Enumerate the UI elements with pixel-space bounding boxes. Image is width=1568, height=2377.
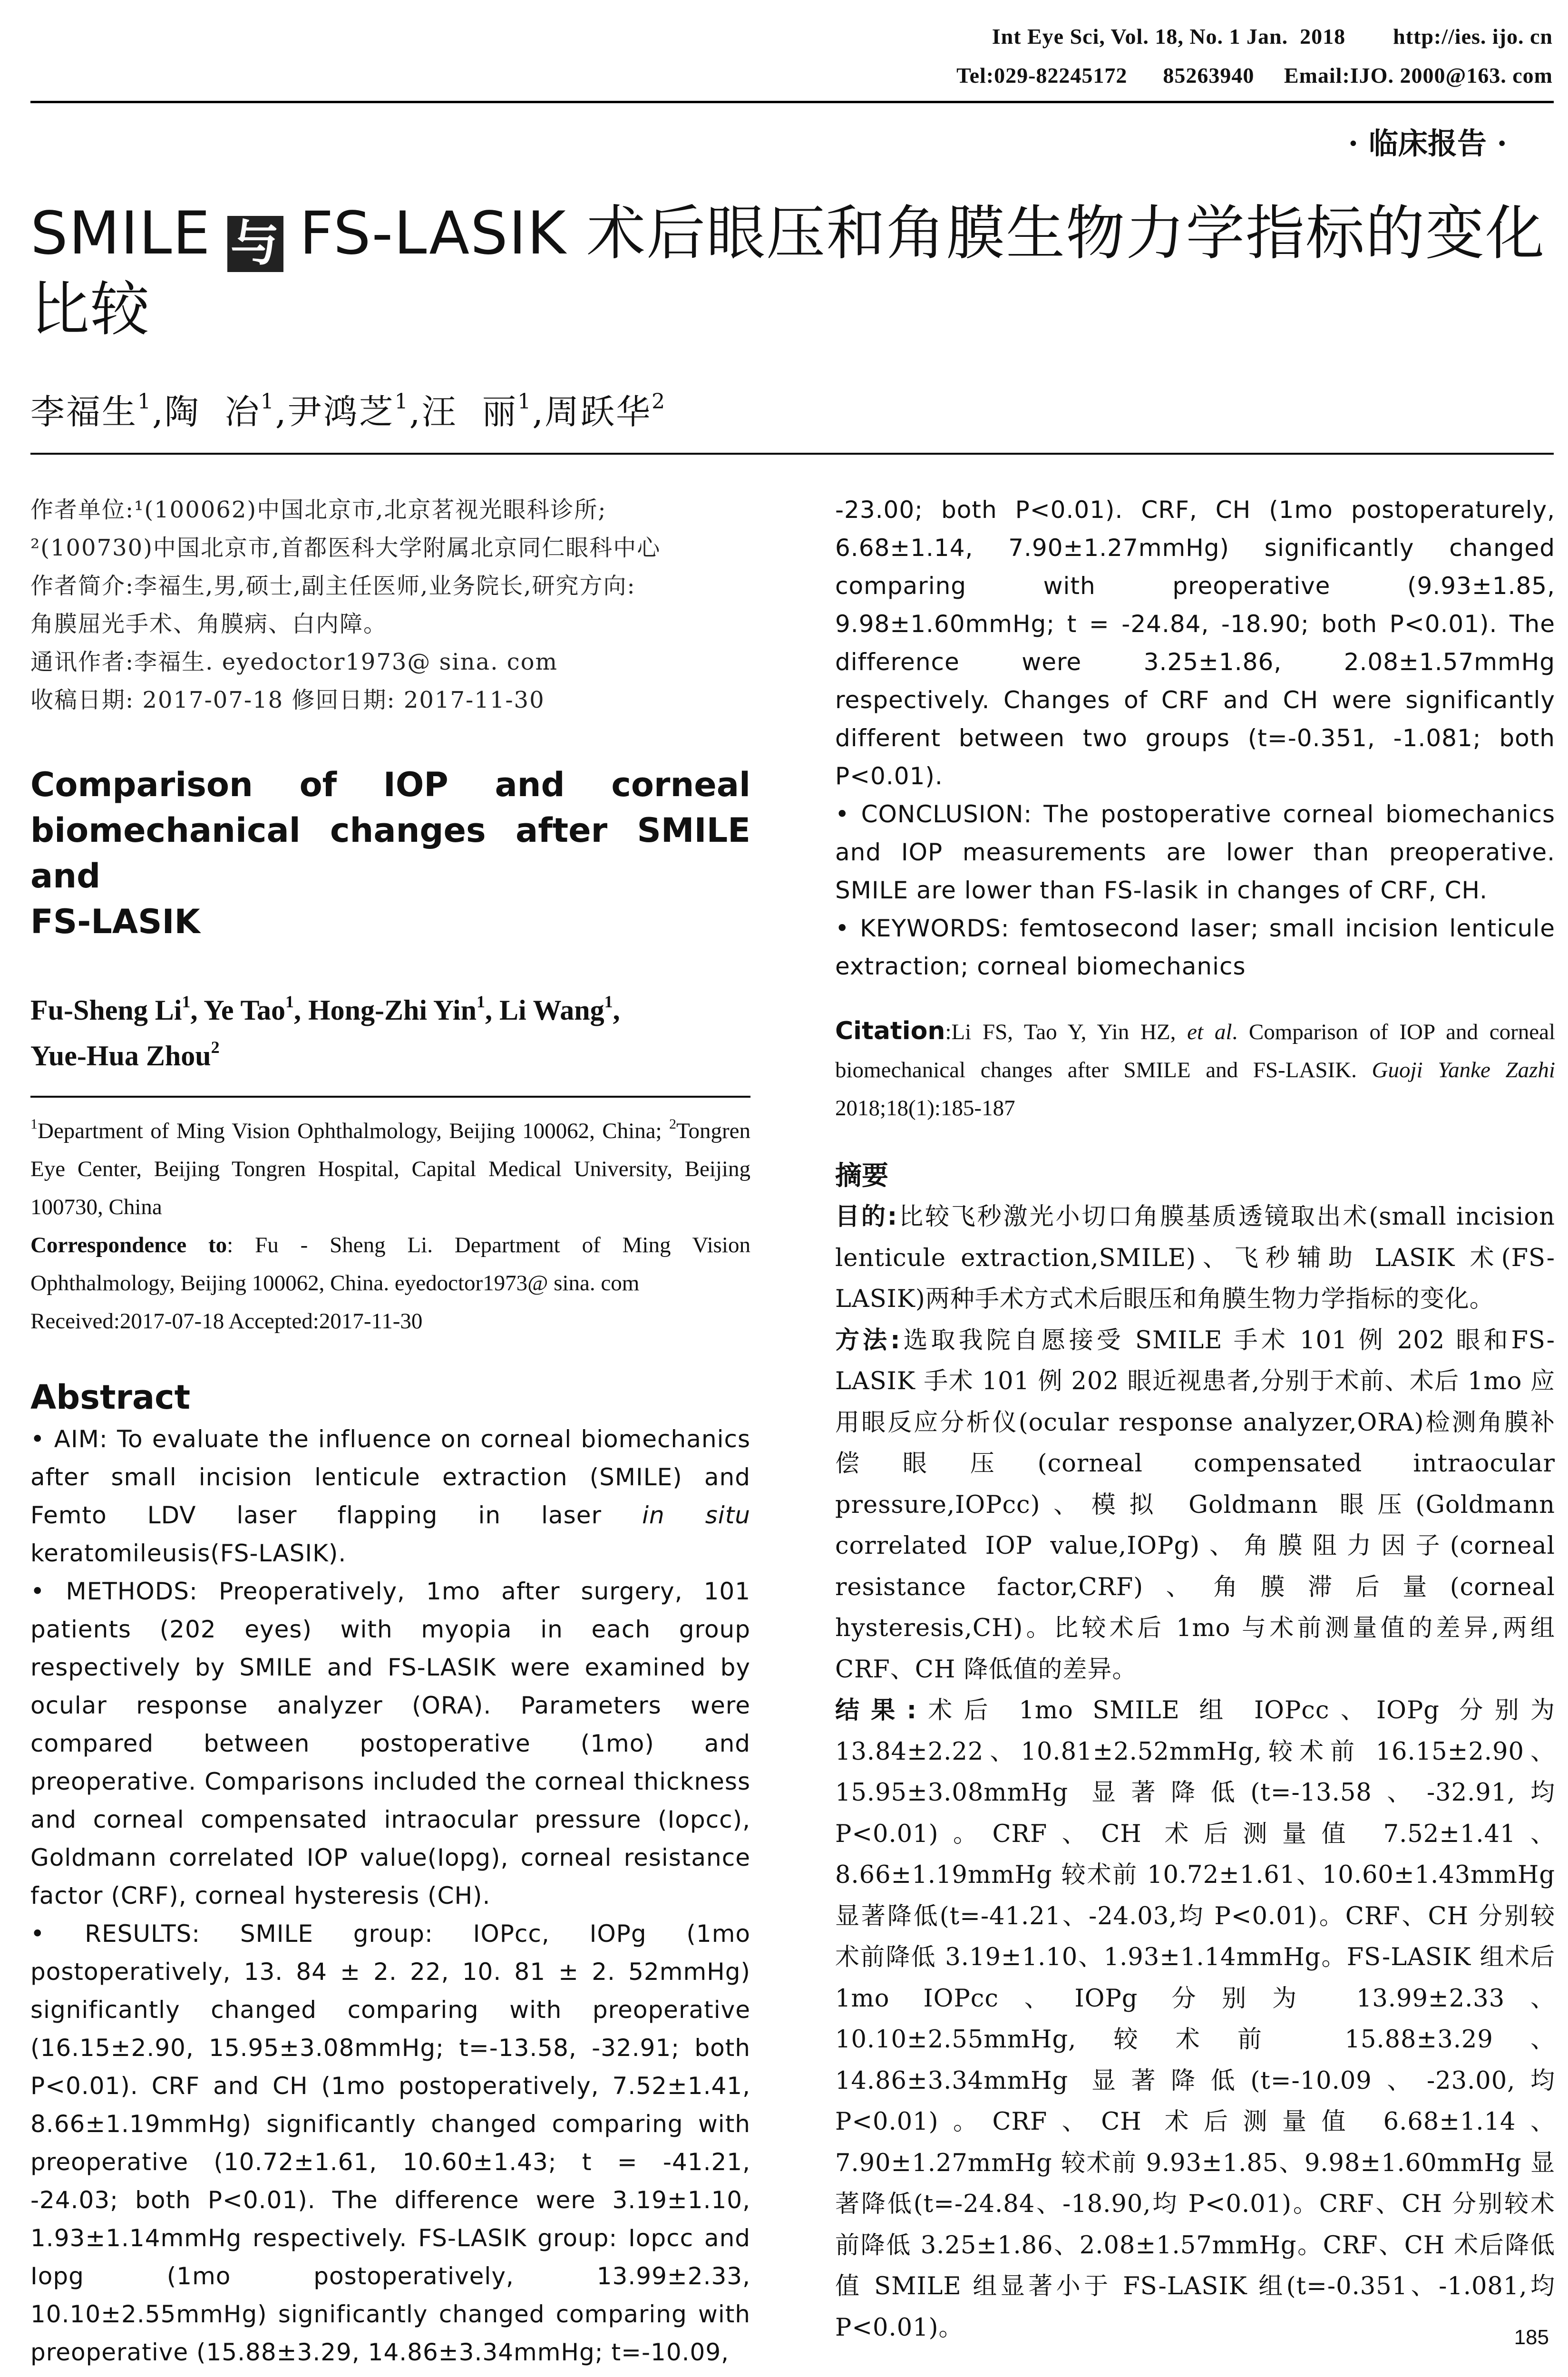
author-en-4: Li Wang: [499, 994, 604, 1026]
affiliation-1: Department of Ming Vision Ophthalmology, Beijing 100062, China;: [38, 1119, 670, 1143]
aim-italic: in situ: [642, 1501, 750, 1529]
abstract-cn-methods: [835, 1320, 1555, 1691]
info-cn-line: 通讯作者:李福生. eyedoctor1973@ sina. com: [30, 649, 558, 675]
authors-en: Fu-Sheng Li$^1$, Ye Tao$^1$, Hong-Zhi Yin$^1$, Li Wang$^1$, Yue-Hua Zhou$^2$: [30, 992, 620, 1072]
affiliation-sup-2: 2: [669, 1116, 677, 1132]
title-rule: [30, 453, 1554, 455]
author-cn-3-sup: 1: [394, 390, 409, 414]
author-cn-3: 尹鸿芝: [287, 392, 395, 432]
objective-text: 比较飞秒激光小切口角膜基质透镜取出术(small incision lenticule extraction,SMILE)、飞秒辅助 LASIK 术(FS-LASIK)两种手术方式术后眼压和角膜生物力学指标的变化。: [835, 1203, 1555, 1313]
page-number: 185: [1514, 2326, 1549, 2349]
author-cn-2: 陶 冶: [164, 392, 261, 432]
right-column: [835, 491, 1555, 2348]
left-column: [30, 491, 750, 2371]
received-accepted: Received:2017-07-18 Accepted:2017-11-30: [30, 1309, 423, 1334]
contact-line: Tel:029-82245172 85263940 Email:IJO. 2000@163. com: [956, 63, 1553, 88]
title-part2: FS-LASIK 术后眼压和角膜生物力学指标的变化比较: [30, 199, 1546, 344]
article-title: [30, 196, 1557, 347]
methods-label: 方法:: [835, 1326, 901, 1354]
abstract-results: • RESULTS: SMILE group: IOPcc, IOPg (1mo postoperatively, 13. 84 ± 2. 22, 10. 81 ± 2. 52mmHg) significantly changed comparing with preoperative (16.15±2.90, 15.95±3.08mmHg; t=-13.58, -32.91; both P<0.01). CRF and CH (1mo postoperatively, 7.52±1.41, 8.66±1.19mmHg) significantly changed comparing with preoperative (10.72±1.61, 10.60±1.43; t = -41.21, -24.03; both P<0.01). The difference were 3.19±1.10, 1.93±1.14mmHg respectively. FS-LASIK group: Iopcc and Iopg (1mo postoperatively, 13.99±2.33, 10.10±2.55mmHg) significantly changed comparing with preoperative (15.88±3.29, 14.86±3.34mmHg; t=-10.09,: [30, 1920, 750, 2366]
affiliation-2: Tongren Eye Center, Beijing Tongren Hospital, Capital Medical University, Beijing 100730, China: [30, 1119, 750, 1219]
journal-header: Int Eye Sci, Vol. 18, No. 1 Jan. 2018 http://ies. ijo. cn: [992, 24, 1553, 49]
author-cn-5-sup: 2: [652, 390, 667, 414]
abstract-results-cont: -23.00; both P<0.01). CRF, CH (1mo postoperaturely, 6.68±1.14, 7.90±1.27mmHg) significantly changed comparing with preoperative (9.93±1.85, 9.98±1.60mmHg; t = -24.84, -18.90; both P<0.01). The difference were 3.25±1.86, 2.08±1.57mmHg respectively. Changes of CRF and CH were significantly different between two groups (t=-0.351, -1.081; both P<0.01).: [835, 496, 1555, 790]
author-cn-1-sup: 1: [137, 390, 153, 414]
abstract-cn-objective: [835, 1197, 1555, 1320]
citation-text2: . Comparison of IOP and corneal biomechanical changes after SMILE and FS-LASIK.: [835, 1020, 1556, 1082]
author-en-5-sup: 2: [211, 1038, 220, 1057]
citation-label: Citation: [835, 1017, 945, 1045]
authors-cn: 李福生$^1$,陶 冶$^1$,尹鸿芝$^1$,汪 丽$^1$,周跃华$^2$: [30, 390, 667, 432]
correspondence-label: Correspondence to: [30, 1233, 227, 1257]
citation-text3: 2018;18(1):185-187: [835, 1096, 1015, 1120]
author-cn-4-sup: 1: [517, 390, 533, 414]
author-en-2: Ye Tao: [204, 994, 285, 1026]
aim-text: • AIM: To evaluate the influence on corneal biomechanics after small incision lenticule extraction (SMILE) and Femto LDV laser flapping in laser: [30, 1425, 750, 1529]
abstract-cn-results: [835, 1690, 1555, 2348]
results-text: 术后 1mo SMILE 组 IOPcc、IOPg 分别为 13.84±2.22、10.81±2.52mmHg,较术前 16.15±2.90、15.95±3.08mmHg 显著降低(t=-13.58、-32.91,均 P<0.01)。CRF、CH 术后测量值 7.52±1.41、8.66±1.19mmHg 较术前 10.72±1.61、10.60±1.43mmHg 显著降低(t=-41.21、-24.03,均 P<0.01)。CRF、CH 分别较术前降低 3.19±1.10、1.93±1.14mmHg。FS-LASIK 组术后 1mo IOPcc、IOPg 分别为 13.99±2.33、10.10±2.55mmHg,较术前 15.88±3.29、14.86±3.34mmHg 显著降低(t=-10.09、-23.00,均 P<0.01)。CRF、CH 术后测量值 6.68±1.14、7.90±1.27mmHg 较术前 9.93±1.85、9.98±1.60mmHg 显著降低(t=-24.84、-18.90,均 P<0.01)。CRF、CH 分别较术前降低 3.25±1.86、2.08±1.57mmHg。CRF、CH 术后降低值 SMILE 组显著小于 FS-LASIK 组(t=-0.351、-1.081,均 P<0.01)。: [835, 1696, 1555, 2342]
affiliation-sup-1: 1: [30, 1116, 38, 1132]
title-en-line: Comparison of IOP and corneal: [30, 765, 750, 804]
abstract-methods: • METHODS: Preoperatively, 1mo after surgery, 101 patients (202 eyes) with myopia in each group respectively by SMILE and FS-LASIK were examined by ocular response analyzer (ORA). Parameters were compared between postoperative (1mo) and preoperative. Comparisons included the corneal thickness and corneal compensated intraocular pressure (Iopcc), Goldmann correlated IOP value(Iopg), corneal resistance factor (CRF), corneal hysteresis (CH).: [30, 1578, 750, 1909]
author-en-3: Hong-Zhi Yin: [308, 994, 477, 1026]
abstract-keywords: • KEYWORDS: femtosecond laser; small incision lenticule extraction; corneal biomechanics: [835, 915, 1555, 980]
info-cn-line: 作者单位:¹(100062)中国北京市,北京茗视光眼科诊所;: [30, 497, 607, 523]
info-cn-line: 收稿日期: 2017-07-18 修回日期: 2017-11-30: [30, 687, 545, 713]
correspondence-text: : Fu - Sheng Li. Department of Ming Vision Ophthalmology, Beijing 100062, China. eyedoctor1973@ sina. com: [30, 1233, 750, 1296]
section-label: · 临床报告 ·: [1348, 126, 1507, 161]
objective-label: 目的:: [835, 1203, 898, 1231]
results-label: 结果:: [835, 1696, 917, 1724]
author-cn-2-sup: 1: [260, 390, 275, 414]
title-en-line: FS-LASIK: [30, 902, 200, 941]
info-cn-line: 作者简介:李福生,男,硕士,副主任医师,业务院长,研究方向:: [30, 573, 636, 599]
abstract-aim: [30, 1420, 750, 1572]
author-cn-4: 汪 丽: [421, 392, 518, 432]
author-en-5: Yue-Hua Zhou: [30, 1040, 211, 1072]
author-en-2-sup: 1: [285, 992, 294, 1011]
aim-end: keratomileusis(FS-LASIK).: [30, 1539, 347, 1567]
author-cn-5: 周跃华: [545, 392, 652, 432]
methods-text: 选取我院自愿接受 SMILE 手术 101 例 202 眼和FS-LASIK 手术 101 例 202 眼近视患者,分别于术前、术后 1mo 应用眼反应分析仪(ocular response analyzer,ORA)检测角膜补偿眼压(corneal compensated intraocular pressure,IOPcc)、模拟 Goldmann 眼压(Goldmann correlated IOP value,IOPg)、角膜阻力因子(corneal resistance factor,CRF)、角膜滞后量(corneal hysteresis,CH)。比较术后 1mo 与术前测量值的差异,两组 CRF、CH 降低值的差异。: [835, 1326, 1555, 1684]
abstract-conclusion: • CONCLUSION: The postoperative corneal biomechanics and IOP measurements are lower than preoperative. SMILE are lower than FS-lasik in changes of CRF, CH.: [835, 800, 1555, 904]
header-rule: [30, 101, 1554, 103]
title-logo-char: 与: [227, 216, 283, 272]
abstract-heading: Abstract: [30, 1378, 191, 1417]
author-en-4-sup: 1: [604, 992, 613, 1011]
correspondence: [30, 1226, 750, 1302]
citation-journal: Guoji Yanke Zazhi: [1372, 1058, 1555, 1082]
affiliation-en: [30, 1112, 750, 1226]
title-part1: SMILE: [30, 199, 211, 268]
info-cn-line: 角膜屈光手术、角膜病、白内障。: [30, 611, 388, 637]
citation-etal: et al: [1187, 1020, 1232, 1044]
title-en-line: biomechanical changes after SMILE and: [30, 811, 750, 896]
author-en-1-sup: 1: [182, 992, 191, 1011]
author-en-1: Fu-Sheng Li: [30, 994, 182, 1026]
info-cn-line: ²(100730)中国北京市,首都医科大学附属北京同仁眼科中心: [30, 535, 661, 561]
citation: [835, 1012, 1555, 1127]
info-cn: [30, 491, 750, 719]
abstract-cn-heading: 摘要: [835, 1160, 888, 1191]
author-en-3-sup: 1: [476, 992, 485, 1011]
author-cn-1: 李福生: [30, 392, 138, 432]
citation-text: :Li FS, Tao Y, Yin HZ,: [945, 1020, 1188, 1044]
